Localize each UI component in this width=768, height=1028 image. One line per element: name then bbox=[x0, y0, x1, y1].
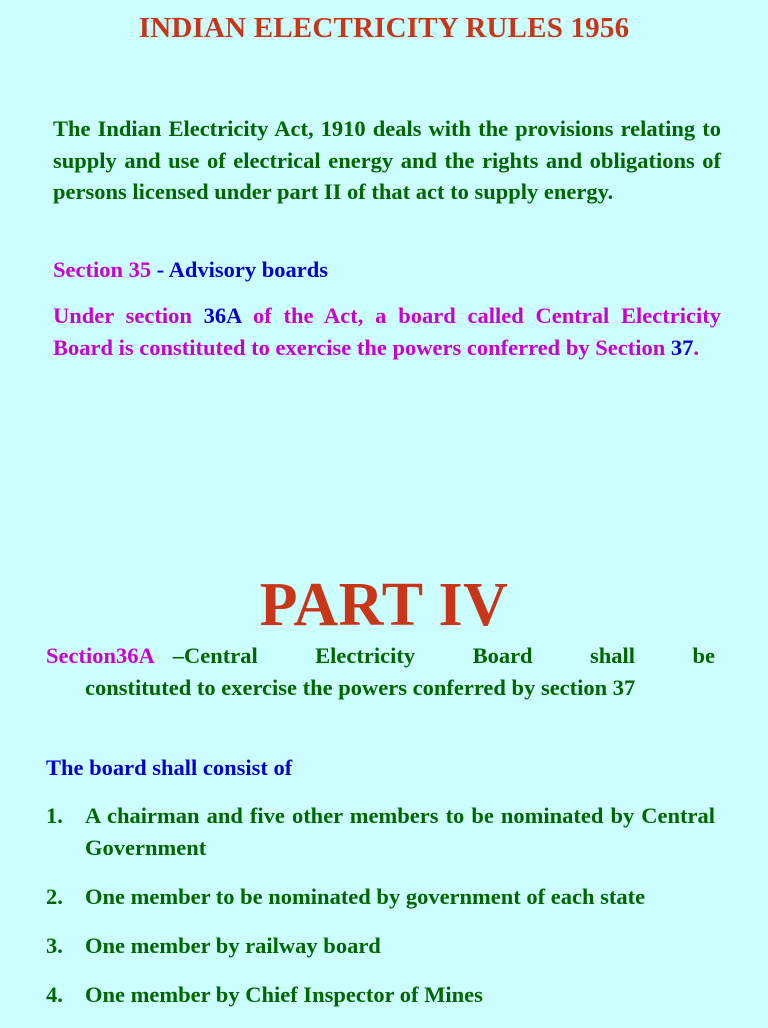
section-35-text: - Advisory boards bbox=[151, 257, 329, 282]
under-text-2: of the Act, a board called Central Electricity Board is constituted to exercise the powers conferred by Section bbox=[53, 303, 721, 360]
list-item: 4. One member by Chief Inspector of Mines bbox=[46, 982, 483, 1007]
section-36a-paragraph bbox=[46, 640, 715, 703]
page-title: INDIAN ELECTRICITY RULES 1956 bbox=[138, 12, 630, 44]
section-36a-num: 36A bbox=[116, 643, 155, 668]
section-36a-continuation: constituted to exercise the powers conferred by section 37 bbox=[85, 674, 636, 700]
list-item: 3. One member by railway board bbox=[46, 933, 381, 958]
section-35-label: Section 35 bbox=[53, 257, 152, 282]
under-section-37: 37 bbox=[670, 334, 694, 360]
list-item: 2. One member to be nominated by government of each state bbox=[46, 884, 646, 909]
consist-heading: The board shall consist of bbox=[46, 755, 293, 780]
member-list bbox=[46, 800, 715, 1028]
list-item: 1. A chairman and five other members to be nominated by Central Government bbox=[46, 803, 715, 860]
section-36a-first-line bbox=[46, 640, 715, 672]
section-36a-line1: –Central Electricity Board shall be bbox=[172, 643, 715, 668]
part-heading: PART IV bbox=[259, 571, 509, 639]
section-35-heading bbox=[53, 254, 721, 285]
central-board-paragraph bbox=[53, 300, 721, 363]
under-text-1: Under section bbox=[53, 303, 204, 328]
under-text-3: . bbox=[693, 334, 699, 360]
under-section-num: 36A bbox=[203, 303, 242, 328]
section-36a-label: Section bbox=[46, 643, 116, 668]
intro-paragraph: The Indian Electricity Act, 1910 deals with the provisions relating to supply and use of electrical energy and the rights and obligations of persons licensed under part II of that act to supply energy. bbox=[53, 116, 721, 204]
